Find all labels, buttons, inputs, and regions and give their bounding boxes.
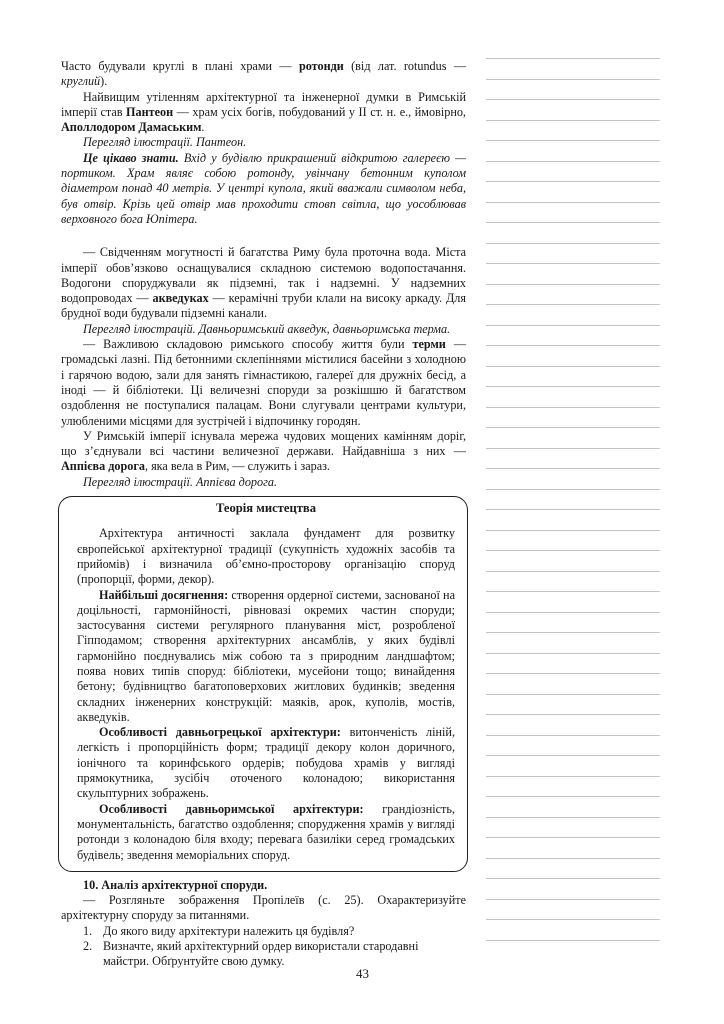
note-line bbox=[486, 591, 660, 592]
note-line bbox=[486, 817, 660, 818]
illustration-note-aqueduct: Перегляд ілюстрацій. Давньоримський акведук, давньоримська терма. bbox=[83, 321, 451, 336]
note-line bbox=[486, 878, 660, 879]
note-line bbox=[486, 509, 660, 510]
term-appian-way: Аппієва дорога bbox=[61, 459, 145, 474]
paragraph-thermae: — Важливою складовою римського способу життя були терми — громадські лазні. Під бетонними склепіннями містилися басейни з холодною і гарячою водою, зали для занять гімнастикою, галереї для дружніх бесід, а іноді — й бібліотеки. Ці величезні споруди за розкішшю й багатством оздоблення не поступалися палацам. Вони слугували центрами культури, улюбленими місцями для зустрічей і відпочинку городян. bbox=[61, 337, 467, 428]
note-line bbox=[486, 796, 660, 797]
note-line bbox=[486, 222, 660, 223]
notes-lines-area bbox=[486, 58, 660, 963]
note-line bbox=[486, 284, 660, 285]
note-line bbox=[486, 345, 660, 346]
task-title: 10. Аналіз архітектурної споруди. bbox=[83, 877, 268, 892]
theory-roman-architecture: Особливості давньоримської архітектури: грандіозність, монументальність, багатство оздоблення; спорудження храмів у вигляді ротонди з колонадою біля входу; перевага базиліки серед громадських будівель; зведення меморіальних споруд. bbox=[77, 801, 455, 862]
art-theory-title: Теорія мистецтва bbox=[215, 501, 316, 516]
illustration-note-appian-way: Перегляд ілюстрації. Аппієва дорога. bbox=[83, 474, 278, 489]
theory-intro: Архітектура античності заклала фундамент для розвитку європейської архітектурної традиції (сукупність художніх засобів та прийомів) і визначила об’ємно-просторову організацію споруд (пропорції, форми, декор). bbox=[77, 526, 455, 587]
note-line bbox=[486, 468, 660, 469]
note-line bbox=[486, 530, 660, 531]
page-number: 43 bbox=[356, 966, 369, 981]
note-line bbox=[486, 448, 660, 449]
note-line bbox=[486, 489, 660, 490]
illustration-note-pantheon: Перегляд ілюстрації. Пантеон. bbox=[83, 135, 247, 150]
question-item: 2. Визначте, який архітектурний ордер використали стародавні майстри. Обґрунтуйте свою думку. bbox=[83, 939, 419, 969]
paragraph-aqueducts: — Свідченням могутності й багатства Риму була проточна вода. Міста імперії обов’язково оснащувалися складною системою водопостачання. Водогони споруджували як підземні, так і надземні. У надземних водопроводах — акведуках — керамічні труби клали на високу аркаду. Для брудної води будували підземні канали. bbox=[61, 245, 466, 321]
note-line bbox=[486, 858, 660, 859]
main-text-column bbox=[61, 59, 466, 970]
note-line bbox=[486, 366, 660, 367]
note-line bbox=[486, 550, 660, 551]
note-line bbox=[486, 919, 660, 920]
note-line bbox=[486, 612, 660, 613]
note-line bbox=[486, 714, 660, 715]
term-aqueducts: акведуках bbox=[152, 291, 209, 306]
note-line bbox=[486, 386, 660, 387]
note-line bbox=[486, 673, 660, 674]
note-line bbox=[486, 79, 660, 80]
paragraph-rotunda: Часто будували круглі в плані храми — ротонди (від лат. rotundus — круглий). bbox=[61, 59, 467, 89]
note-line bbox=[486, 181, 660, 182]
note-line bbox=[486, 325, 660, 326]
note-line bbox=[486, 735, 660, 736]
note-line bbox=[486, 120, 660, 121]
paragraph-pantheon: Найвищим утіленням архітектурної та інженерної думки в Римській імперії став Пантеон — храм усіх богів, побудований у II ст. н. е., ймовірно, Аполлодором Дамаським. bbox=[61, 89, 466, 135]
note-line bbox=[486, 427, 660, 428]
note-line bbox=[486, 243, 660, 244]
term-pantheon: Пантеон bbox=[126, 104, 174, 119]
term-rotunda: ротонди bbox=[298, 59, 344, 73]
note-line bbox=[486, 755, 660, 756]
note-line bbox=[486, 304, 660, 305]
note-line bbox=[486, 776, 660, 777]
art-theory-box bbox=[58, 496, 468, 872]
note-line bbox=[486, 263, 660, 264]
question-item: 1. До якого виду архітектури належить ця будівля? bbox=[83, 923, 355, 938]
note-line bbox=[486, 202, 660, 203]
note-line bbox=[486, 899, 660, 900]
term-apollodorus: Аполлодором Дамаським bbox=[61, 120, 202, 135]
theory-achievements: Найбільші досягнення: створення ордерної системи, заснованої на доцільності, гармонійності, рівновазі окремих частин споруди; застосування системи регулярного планування міст, розробленої Гіпподамом; створення архітектурних ансамблів, у яких будівлі гармонійно поєднувались між собою та з природним ландшафтом; поява нових типів споруд: бібліотеки, мусейони тощо; винайдення бетону; будівництво багатоповерхових житлових будинків; зведення складних інженерних конструкцій: маяків, арок, куполів, мостів, акведуків. bbox=[77, 587, 455, 724]
note-line bbox=[486, 571, 660, 572]
note-line bbox=[486, 407, 660, 408]
note-line bbox=[486, 694, 660, 695]
note-line bbox=[486, 653, 660, 654]
note-line bbox=[486, 140, 660, 141]
theory-greek-architecture: Особливості давньогрецької архітектури: витонченість ліній, легкість і пропорційність форм; традиції декору колон доричного, іонічного та коринфського ордерів; побудова храмів у вигляді прямокутника, зусібіч оточеного колонадою; використання скульптурних зображень. bbox=[77, 725, 455, 801]
note-line bbox=[486, 161, 660, 162]
interesting-fact-label: Це цікаво знати. bbox=[83, 150, 179, 165]
note-line bbox=[486, 940, 660, 941]
note-line bbox=[486, 837, 660, 838]
interesting-fact: Це цікаво знати. Вхід у будівлю прикрашений відкритою галереєю — портиком. Храм являє собою ротонду, увінчану бетонним куполом діаметром понад 40 метрів. У центрі купола, який вважали символом неба, був отвір. Крізь цей отвір мав проходити стовп світла, що уособлював верховного бога Юпітера. bbox=[61, 150, 466, 226]
paragraph-roads: У Римській імперії існувала мережа чудових мощених камінням доріг, що з’єднували всі частини величезної держави. Найдавніша з них — Аппієва дорога, яка вела в Рим, — служить і зараз. bbox=[61, 428, 466, 474]
task-text: — Розгляньте зображення Пропілеїв (с. 25). Охарактеризуйте архітектурну споруду за питаннями. bbox=[61, 893, 466, 923]
note-line bbox=[486, 632, 660, 633]
note-line bbox=[486, 58, 660, 59]
term-thermae: терми bbox=[412, 337, 446, 352]
note-line bbox=[486, 99, 660, 100]
